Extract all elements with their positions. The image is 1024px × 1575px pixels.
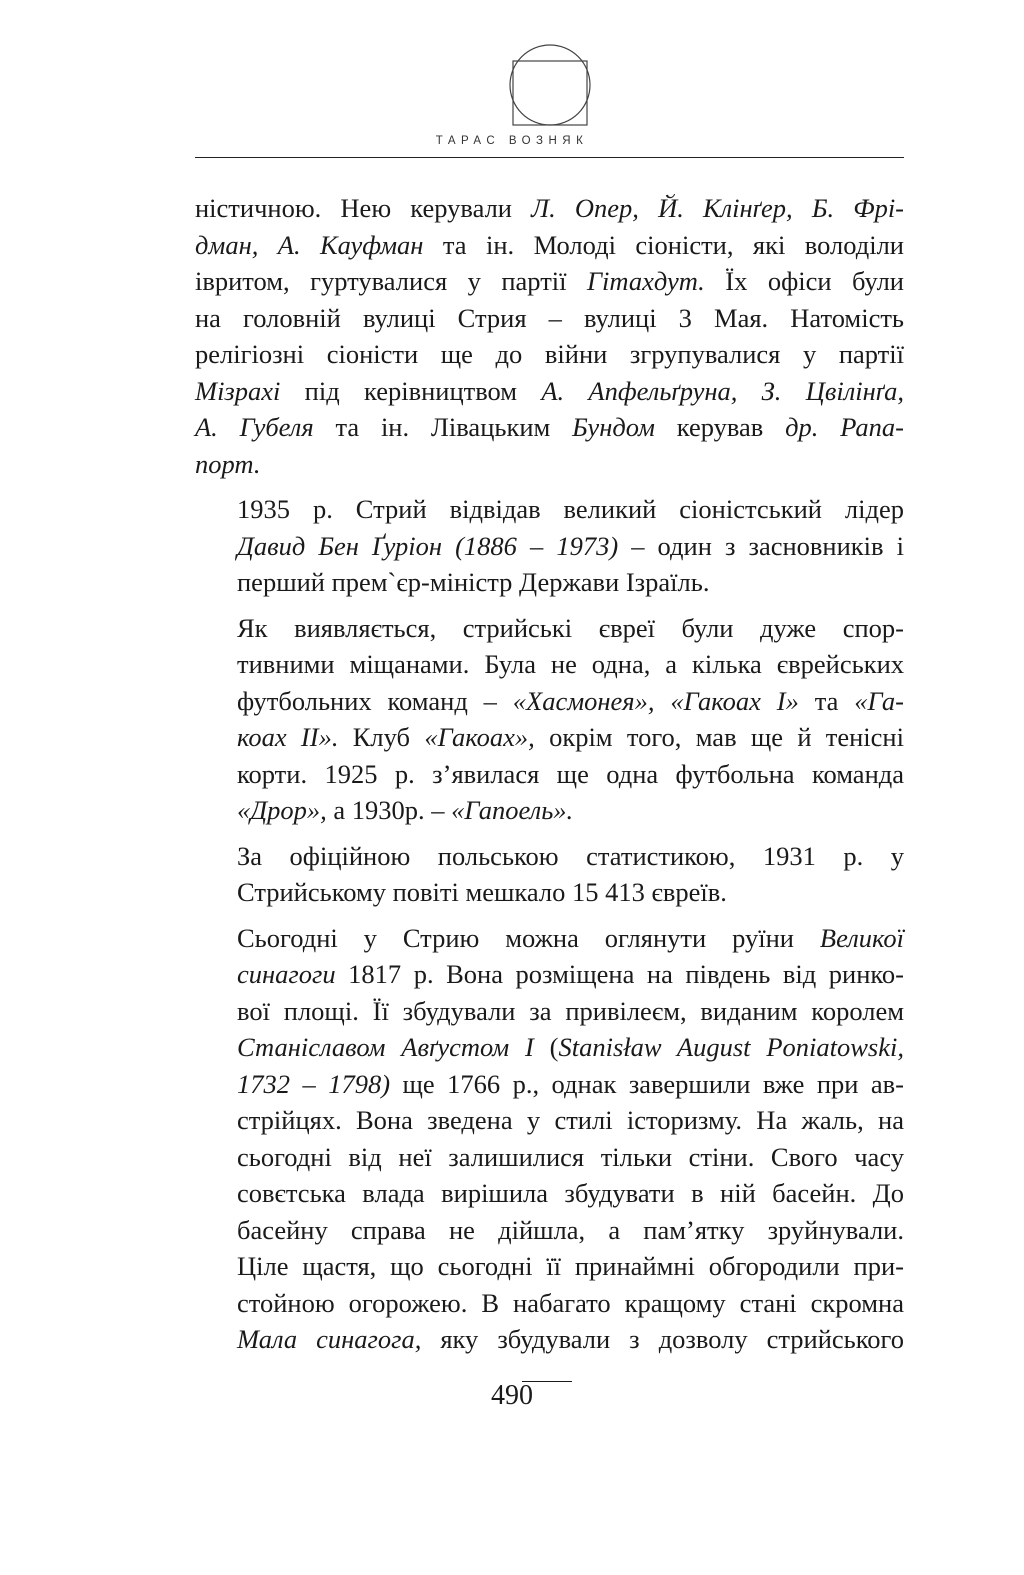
text-run: на головній вулиці Стрия – вулиці 3 Мая. Натомість (195, 302, 904, 333)
text-run: окрім того, мав ще й тенісні (534, 722, 904, 752)
text-line (195, 993, 904, 1030)
italic-text-run: «Га- (854, 685, 904, 716)
text-run: стрійцях. Вона зведена у стилі історизму. На жаль, на (237, 1105, 904, 1135)
text-line (195, 719, 904, 756)
italic-text-run: «Дрор», (237, 795, 327, 825)
text-run: Їх офіси були (704, 266, 904, 296)
paragraph (195, 920, 904, 1358)
text-run: а 1930р. – (326, 795, 452, 825)
text-run: 1935 р. Стрий відвідав великий сіоністський лідер (237, 494, 904, 524)
text-line (195, 227, 904, 264)
text-line (195, 646, 904, 683)
text-run: під керівництвом (280, 375, 542, 406)
text-run: ( (533, 1032, 559, 1062)
text-run: перший прем`єр-міністр Держави Ізраїль. (237, 567, 710, 597)
italic-text-run: коах II». (237, 722, 339, 752)
text-run: Стрийському повіті мешкало 15 413 євреїв. (237, 877, 727, 907)
text-run: івритом, гуртувалися у партії (195, 266, 587, 296)
text-run: Ціле щастя, що сьогодні її принаймні обгородили при- (237, 1251, 904, 1281)
italic-text-run: «Гакоах», (424, 722, 535, 752)
italic-text-run: А. Апфельґруна, З. Цвілінґа, (541, 375, 904, 406)
text-run: корти. 1925 р. з’явилася ще одна футбольна команда (237, 758, 904, 789)
text-line (195, 956, 904, 993)
text-line (195, 610, 904, 647)
running-header-author: ТАРАС ВОЗНЯК (435, 135, 589, 147)
text-line (195, 491, 904, 528)
text-line (195, 1285, 904, 1322)
text-run: За офіційною польською статистикою, 1931 р. у (237, 840, 904, 871)
paragraph (195, 491, 904, 601)
italic-text-run: Давид Бен Ґуріон (1886 – 1973) (237, 530, 619, 561)
text-run: совєтська влада вирішила збудувати в ній басейн. До (237, 1178, 904, 1208)
text-run: тивними міщанами. Була не одна, а кілька єврейських (237, 649, 904, 679)
page-number: 490 (491, 1380, 533, 1411)
header-rule (195, 157, 904, 158)
italic-text-run: «Хасмонея», «Гакоах I» (512, 685, 799, 716)
text-run: ністичною. Нею керували (195, 193, 532, 223)
text-line (195, 446, 904, 483)
text-run: басейну справа не дійшла, а пам’ятку зруйнували. (237, 1214, 904, 1245)
text-line (195, 1175, 904, 1212)
text-run: Сьогодні у Стрию можна оглянути руїни (237, 922, 820, 953)
text-run: релігіозні сіоністи ще до війни згрупувалися у партії (195, 339, 904, 369)
italic-text-run: порт. (195, 448, 261, 479)
italic-text-run: 1732 – 1798) (237, 1068, 391, 1099)
text-run: Клуб (338, 722, 425, 752)
paragraph (195, 190, 904, 482)
text-line (195, 263, 904, 300)
text-line (195, 1248, 904, 1285)
text-line (195, 874, 904, 911)
text-line (195, 373, 904, 410)
text-line (195, 1102, 904, 1139)
text-line (195, 564, 904, 601)
text-line (195, 409, 904, 446)
italic-text-run: др. Рапа- (785, 412, 904, 442)
text-line (195, 838, 904, 875)
paragraph (195, 610, 904, 829)
text-line (195, 1066, 904, 1103)
italic-text-run: дман, А. Кауфман (195, 229, 424, 260)
text-run: футбольних команд – (237, 685, 513, 716)
text-line (195, 1321, 904, 1358)
circle-square-emblem-icon (508, 43, 592, 127)
text-run: Як виявляється, стрийські євреї були дуже спор- (237, 612, 904, 643)
italic-text-run: Мала синагога, (237, 1324, 422, 1354)
text-run: стойною огорожею. В набагато кращому стані скромна (237, 1287, 904, 1318)
text-run: керував (654, 412, 786, 442)
text-line (195, 300, 904, 337)
italic-text-run: Л. Опер, Й. Клінґер, Б. Фрі- (531, 193, 905, 223)
italic-text-run: Великої (819, 922, 904, 953)
text-line (195, 1212, 904, 1249)
text-run: та ін. Молоді сіоністи, які володіли (423, 229, 904, 260)
italic-text-run: Stanisław August Poniatowski, (558, 1032, 904, 1062)
text-run: – один з засновників і (618, 530, 904, 561)
text-run: та (798, 685, 855, 716)
text-line (195, 1139, 904, 1176)
text-run: та ін. Лівацьким (313, 412, 573, 442)
text-run: 1817 р. Вона розміщена на південь від ринко- (335, 959, 904, 989)
text-line (195, 756, 904, 793)
text-line (195, 1029, 904, 1066)
text-line (195, 336, 904, 373)
body-text (195, 190, 904, 1358)
text-line (195, 528, 904, 565)
italic-text-run: А. Губеля (195, 412, 314, 442)
text-run: яку збудували з дозволу стрийського (421, 1324, 904, 1354)
text-run: вої площі. Її збудували за привілеєм, виданим королем (237, 995, 904, 1026)
italic-text-run: Станіславом Авґустом I (237, 1032, 534, 1062)
text-line (195, 920, 904, 957)
italic-text-run: «Гапоель». (451, 795, 574, 825)
text-run: сьогодні від неї залишилися тільки стіни. Свого часу (237, 1141, 904, 1172)
text-line (195, 792, 904, 829)
text-line (195, 190, 904, 227)
italic-text-run: Мізрахі (195, 375, 281, 406)
paragraph (195, 838, 904, 911)
italic-text-run: синагоги (237, 959, 336, 989)
text-run: ще 1766 р., однак завершили вже при ав- (390, 1068, 904, 1099)
italic-text-run: Гітахдут. (586, 266, 705, 296)
text-line (195, 683, 904, 720)
italic-text-run: Бундом (572, 412, 655, 442)
